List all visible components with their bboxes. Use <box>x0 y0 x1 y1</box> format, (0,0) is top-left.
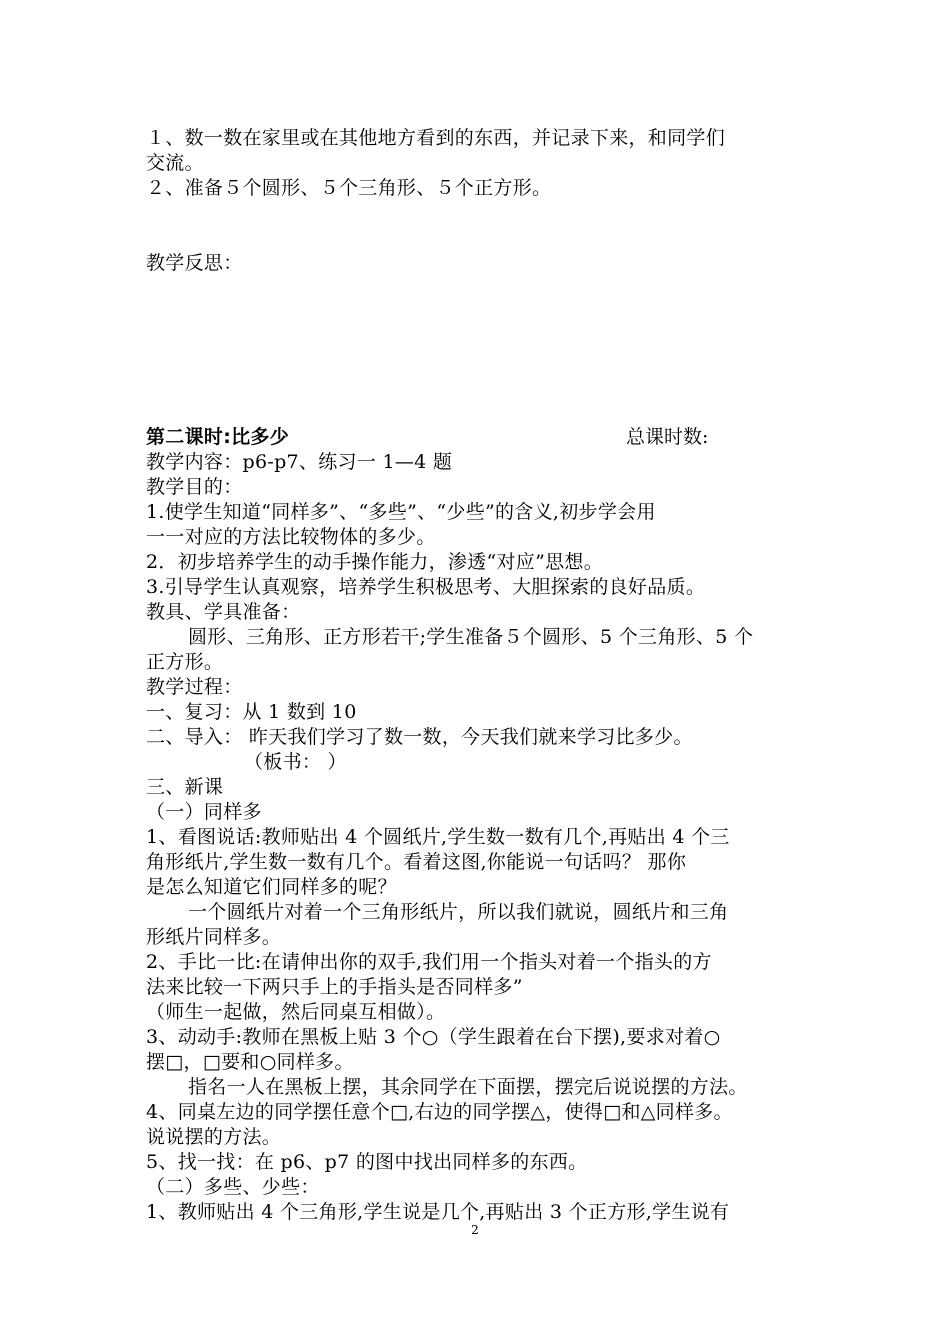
content-line: 圆形、三角形、正方形若干;学生准备５个圆形、5 个三角形、5 个 <box>188 626 754 648</box>
content-line: 教学内容：p6-p7、练习一 1—4 题 <box>146 451 453 473</box>
total-hours-label: 总课时数: <box>626 426 709 448</box>
content-line: 4、同桌左边的同学摆任意个□,右边的同学摆△，使得□和△同样多。 <box>146 1101 733 1123</box>
content-line: 2、手比一比:在请伸出你的双手,我们用一个指头对着一个指头的方 <box>146 951 712 973</box>
content-line: 1.使学生知道“同样多”、“多些”、“少些”的含义,初步学会用 <box>146 501 656 523</box>
content-line: （二）多些、少些： <box>146 1176 320 1198</box>
content-line: 指名一人在黑板上摆，其余同学在下面摆，摆完后说说摆的方法。 <box>188 1076 748 1098</box>
content-line: 一、复习：从 1 数到 10 <box>146 701 357 723</box>
content-line: （师生一起做，然后同桌互相做）。 <box>146 1001 446 1023</box>
content-line: 教学目的： <box>146 476 243 498</box>
content-line: 教具、学具准备： <box>146 601 301 623</box>
content-line: 2．初步培养学生的动手操作能力，渗透“对应”思想。 <box>146 551 604 573</box>
content-line: 3、动动手:教师在黑板上贴 3 个○（学生跟着在台下摆),要求对着○ <box>146 1026 721 1048</box>
content-line: 教学过程： <box>146 676 243 698</box>
content-line: 摆□，□要和○同样多。 <box>146 1051 354 1073</box>
content-line: 角形纸片,学生数一数有几个。看着这图,你能说一句话吗？ 那你 <box>146 851 687 873</box>
content-line: 1、教师贴出 4 个三角形,学生说是几个,再贴出 3 个正方形,学生说有 <box>146 1201 730 1223</box>
reflection-label: 教学反思： <box>146 252 243 274</box>
content-line: 形纸片同样多。 <box>146 926 282 948</box>
homework-line-1: １、数一数在家里或在其他地方看到的东西，并记录下来，和同学们 <box>146 127 726 149</box>
content-line: 5、找一找：在 p6、p7 的图中找出同样多的东西。 <box>146 1151 588 1173</box>
content-line: 一个圆纸片对着一个三角形纸片，所以我们就说，圆纸片和三角 <box>188 901 729 923</box>
homework-line-3: ２、准备５个圆形、５个三角形、５个正方形。 <box>146 177 552 199</box>
content-line: 法来比较一下两只手上的手指头是否同样多” <box>146 976 523 998</box>
page-number: 2 <box>471 1223 479 1237</box>
content-line: 三、新课 <box>146 776 224 798</box>
content-line: 二、导入： 昨天我们学习了数一数，今天我们就来学习比多少。 <box>146 726 693 748</box>
content-line: 一一对应的方法比较物体的多少。 <box>146 526 436 548</box>
content-line: （板书： ） <box>244 751 347 773</box>
content-line: 1、看图说话:教师贴出 4 个圆纸片,学生数一数有几个,再贴出 4 个三 <box>146 826 730 848</box>
content-line: 正方形。 <box>146 651 224 673</box>
content-line: （一）同样多 <box>146 801 262 823</box>
content-line: 说说摆的方法。 <box>146 1126 282 1148</box>
content-line: 是怎么知道它们同样多的呢？ <box>146 876 397 898</box>
content-line: 3.引导学生认真观察，培养学生积极思考、大胆探索的良好品质。 <box>146 576 706 598</box>
homework-line-2: 交流。 <box>146 152 204 174</box>
lesson-title: 第二课时:比多少 <box>146 426 289 448</box>
